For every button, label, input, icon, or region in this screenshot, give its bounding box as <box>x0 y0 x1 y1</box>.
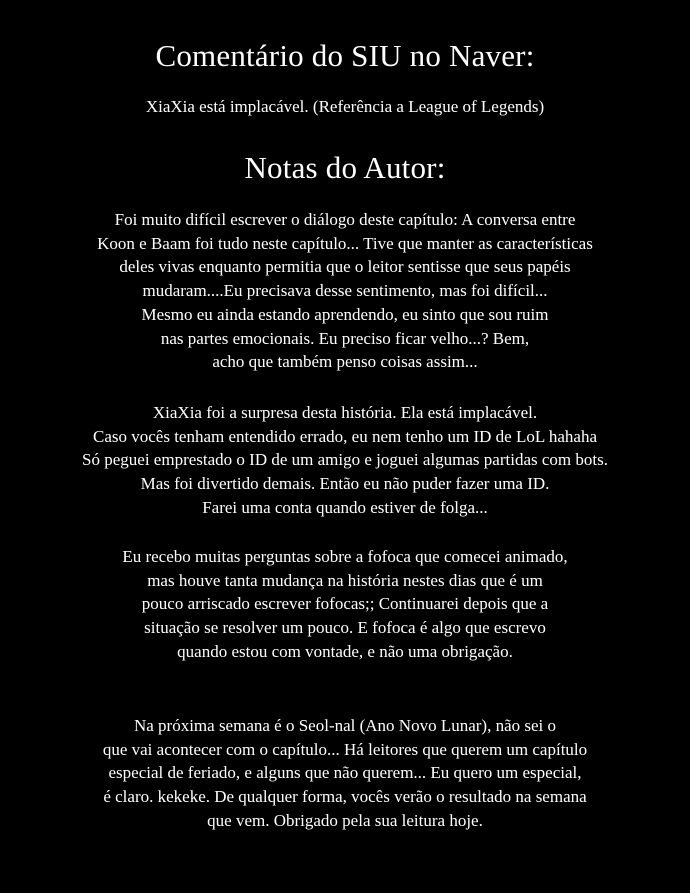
paragraph-line: especial de feriado, e alguns que não querem... Eu quero um especial, <box>108 763 582 783</box>
paragraph-line: que vem. Obrigado pela sua leitura hoje. <box>207 810 483 830</box>
paragraph-line: pouco arriscado escrever fofocas;; Continuarei depois que a <box>141 594 549 614</box>
paragraph-line: Mas foi divertido demais. Então eu não puder fazer uma ID. <box>140 474 550 494</box>
paragraph-line: Mesmo eu ainda estando aprendendo, eu sinto que sou ruim <box>141 304 549 324</box>
paragraph-line: situação se resolver um pouco. E fofoca é algo que escrevo <box>144 618 546 638</box>
paragraph-line: Na próxima semana é o Seol-nal (Ano Novo Lunar), não sei o <box>133 716 557 735</box>
paragraph-line: Eu recebo muitas perguntas sobre a fofoca que comecei animado, <box>122 547 568 566</box>
notes-paragraph-2 <box>0 401 690 520</box>
notes-paragraph-3 <box>0 545 690 664</box>
paragraph-line: mas houve tanta mudança na história nestes dias que é um <box>147 570 543 590</box>
notes-paragraph-4 <box>0 714 690 833</box>
paragraph-line: mudaram....Eu precisava desse sentimento, mas foi difícil... <box>142 281 548 301</box>
paragraph-line: Caso vocês tenham entendido errado, eu nem tenho um ID de LoL hahaha <box>92 426 597 446</box>
paragraph-line: Koon e Baam foi tudo neste capítulo... Tive que manter as características <box>97 233 593 253</box>
paragraph-line: Farei uma conta quando estiver de folga... <box>202 497 488 517</box>
notes-heading: Notas do Autor: <box>244 150 446 185</box>
paragraph-line: XiaXia foi a surpresa desta história. Ela está implacável. <box>152 403 538 422</box>
comment-text: XiaXia está implacável. (Referência a League of Legends) <box>145 97 545 116</box>
paragraph-line: que vai acontecer com o capítulo... Há leitores que querem um capítulo <box>102 739 588 759</box>
paragraph-line: quando estou com vontade, e não uma obrigação. <box>177 641 513 661</box>
paragraph-line: Só peguei emprestado o ID de um amigo e joguei algumas partidas com bots. <box>82 450 608 470</box>
paragraph-line: nas partes emocionais. Eu preciso ficar velho...? Bem, <box>160 328 530 348</box>
notes-paragraph-1 <box>0 208 690 374</box>
paragraph-line: deles vivas enquanto permitia que o leitor sentisse que seus papéis <box>119 257 571 277</box>
paragraph-line: acho que também penso coisas assim... <box>212 352 478 372</box>
comment-heading: Comentário do SIU no Naver: <box>155 38 535 73</box>
paragraph-line: Foi muito difícil escrever o diálogo deste capítulo: A conversa entre <box>114 210 576 229</box>
paragraph-line: é claro. kekeke. De qualquer forma, vocês verão o resultado na semana <box>103 787 587 807</box>
